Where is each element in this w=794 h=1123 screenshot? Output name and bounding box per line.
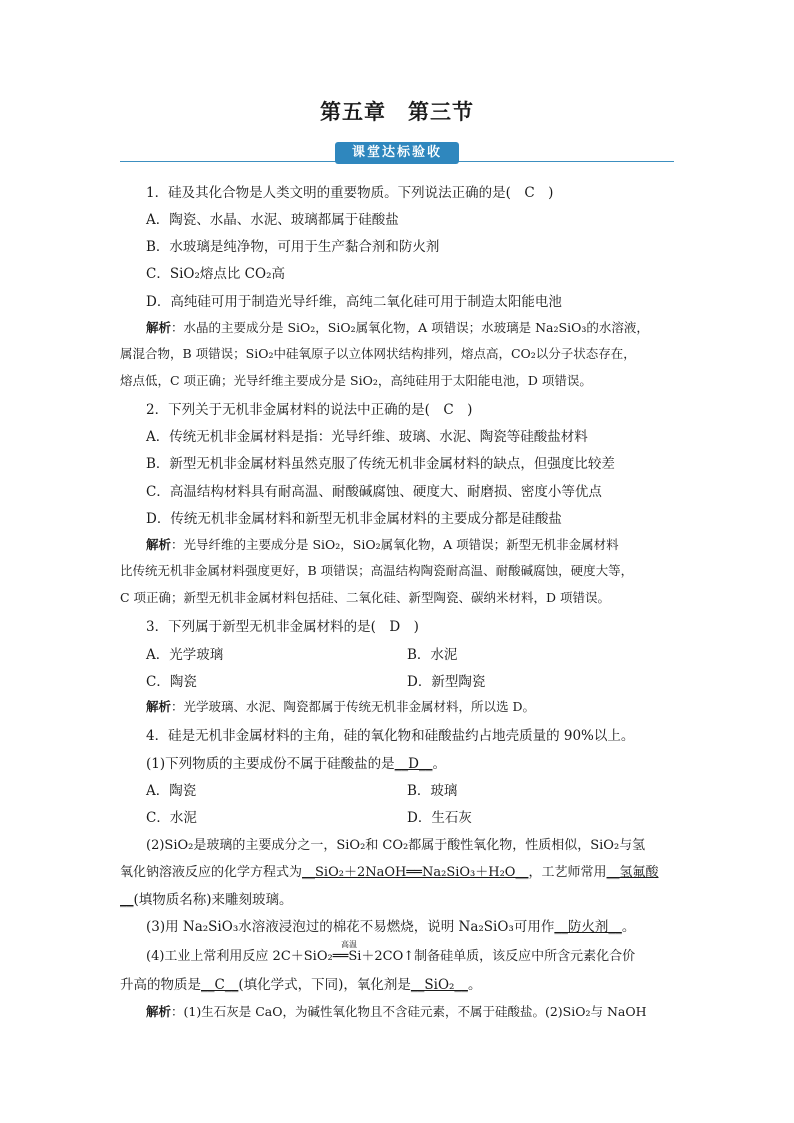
q3-option-c: C．陶瓷: [146, 674, 197, 690]
q4-explanation: 解析：(1)生石灰是 CaO，为碱性氧化物且不含硅元素，不属于硅酸盐。(2)SiO₂与 NaOH: [146, 1004, 647, 1019]
q3-explanation: 解析：光学玻璃、水泥、陶瓷都属于传统无机非金属材料，所以选 D。: [146, 699, 536, 714]
q2-option-c: C．高温结构材料具有耐高温、耐酸碱腐蚀、硬度大、耐磨损、密度小等优点: [146, 484, 602, 500]
q3-option-a: A．光学玻璃: [146, 647, 224, 663]
answer-blank: __SiO₂＋2NaOH══Na₂SiO₃＋H₂O__: [302, 865, 529, 880]
question-1-stem: 1．硅及其化合物是人类文明的重要物质。下列说法正确的是( C ): [146, 185, 554, 201]
answer-blank: __: [120, 892, 134, 908]
q1-explanation-line-3: 熔点低，C 项正确；光导纤维主要成分是 SiO₂，高纯硅用于太阳能电池，D 项错误。: [120, 373, 592, 388]
q4-option-d: D．生石灰: [407, 810, 472, 826]
question-3-stem: 3．下列属于新型无机非金属材料的是( D ): [146, 619, 419, 635]
answer-blank: __氢氟酸: [606, 865, 659, 880]
q4-option-a: A．陶瓷: [146, 783, 197, 799]
q3-option-d: D．新型陶瓷: [407, 674, 486, 690]
q4-part-2-line-3: __(填物质名称)来雕刻玻璃。: [120, 892, 293, 908]
q4-option-c: C．水泥: [146, 810, 197, 826]
q4-part-3: (3)用 Na₂SiO₃水溶液浸泡过的棉花不易燃烧，说明 Na₂SiO₃可用作__防火剂__。: [146, 919, 636, 935]
answer-blank: __D__: [394, 756, 433, 772]
q1-option-c: C．SiO₂熔点比 CO₂高: [146, 266, 285, 282]
chapter-title: 第五章 第三节: [320, 100, 474, 124]
q1-option-a: A．陶瓷、水晶、水泥、玻璃都属于硅酸盐: [146, 212, 399, 228]
question-2-stem: 2．下列关于无机非金属材料的说法中正确的是( C ): [146, 402, 473, 418]
reaction-condition: 高温: [341, 940, 357, 949]
q3-option-b: B．水泥: [407, 647, 458, 663]
explanation-label: 解析: [146, 1004, 172, 1019]
q1-option-b: B．水玻璃是纯净物，可用于生产黏合剂和防火剂: [146, 239, 440, 255]
explanation-label: 解析: [146, 320, 172, 335]
q2-option-b: B．新型无机非金属材料虽然克服了传统无机非金属材料的缺点，但强度比较差: [146, 456, 615, 472]
q4-part-4-line-1: (4)工业上常利用反应 2C＋SiO₂══Si＋2CO↑制备硅单质，该反应中所含元素化合价: [146, 949, 636, 964]
q1-option-d: D．高纯硅可用于制造光导纤维，高纯二氧化硅可用于制造太阳能电池: [146, 294, 562, 310]
q4-option-b: B．玻璃: [407, 783, 458, 799]
q4-part-1: (1)下列物质的主要成份不属于硅酸盐的是__D__。: [146, 756, 446, 772]
q4-part-2-line-1: (2)SiO₂是玻璃的主要成分之一，SiO₂和 CO₂都属于酸性氧化物，性质相似，SiO₂与氢: [146, 838, 646, 853]
q1-explanation-line-2: 属混合物，B 项错误；SiO₂中硅氧原子以立体网状结构排列，熔点高，CO₂以分子状态存在，: [120, 346, 636, 361]
q4-part-4-line-2: 升高的物质是__C__(填化学式，下同)，氧化剂是__SiO₂__。: [120, 977, 482, 993]
q2-option-d: D．传统无机非金属材料和新型无机非金属材料的主要成分都是硅酸盐: [146, 511, 562, 527]
q2-explanation-line-3: C 项正确；新型无机非金属材料包括硅、二氧化硅、新型陶瓷、碳纳米材料，D 项错误。: [120, 590, 611, 605]
answer-blank: __SiO₂__: [410, 977, 468, 993]
q2-explanation-line-2: 比传统无机非金属材料强度更好，B 项错误；高温结构陶瓷耐高温、耐酸碱腐蚀，硬度大等，: [120, 563, 634, 578]
explanation-label: 解析: [146, 699, 172, 714]
answer-blank: __防火剂__: [554, 919, 622, 935]
explanation-label: 解析: [146, 537, 172, 552]
q4-part-2-line-2: 氧化钠溶液反应的化学方程式为__SiO₂＋2NaOH══Na₂SiO₃＋H₂O__，工艺师常用__氢氟酸: [120, 865, 659, 880]
question-4-stem: 4．硅是无机非金属材料的主角，硅的氧化物和硅酸盐约占地壳质量的 90%以上。: [146, 728, 635, 744]
section-badge: 课堂达标验收: [335, 142, 459, 164]
answer-blank: __C__: [201, 977, 239, 993]
q2-explanation-line-1: 解析：光导纤维的主要成分是 SiO₂，SiO₂属氧化物，A 项错误；新型无机非金属材料: [146, 537, 619, 552]
q1-explanation-line-1: 解析：水晶的主要成分是 SiO₂，SiO₂属氧化物，A 项错误；水玻璃是 Na₂SiO₃的水溶液，: [146, 320, 649, 335]
q2-option-a: A．传统无机非金属材料是指：光导纤维、玻璃、水泥、陶瓷等硅酸盐材料: [146, 429, 588, 445]
